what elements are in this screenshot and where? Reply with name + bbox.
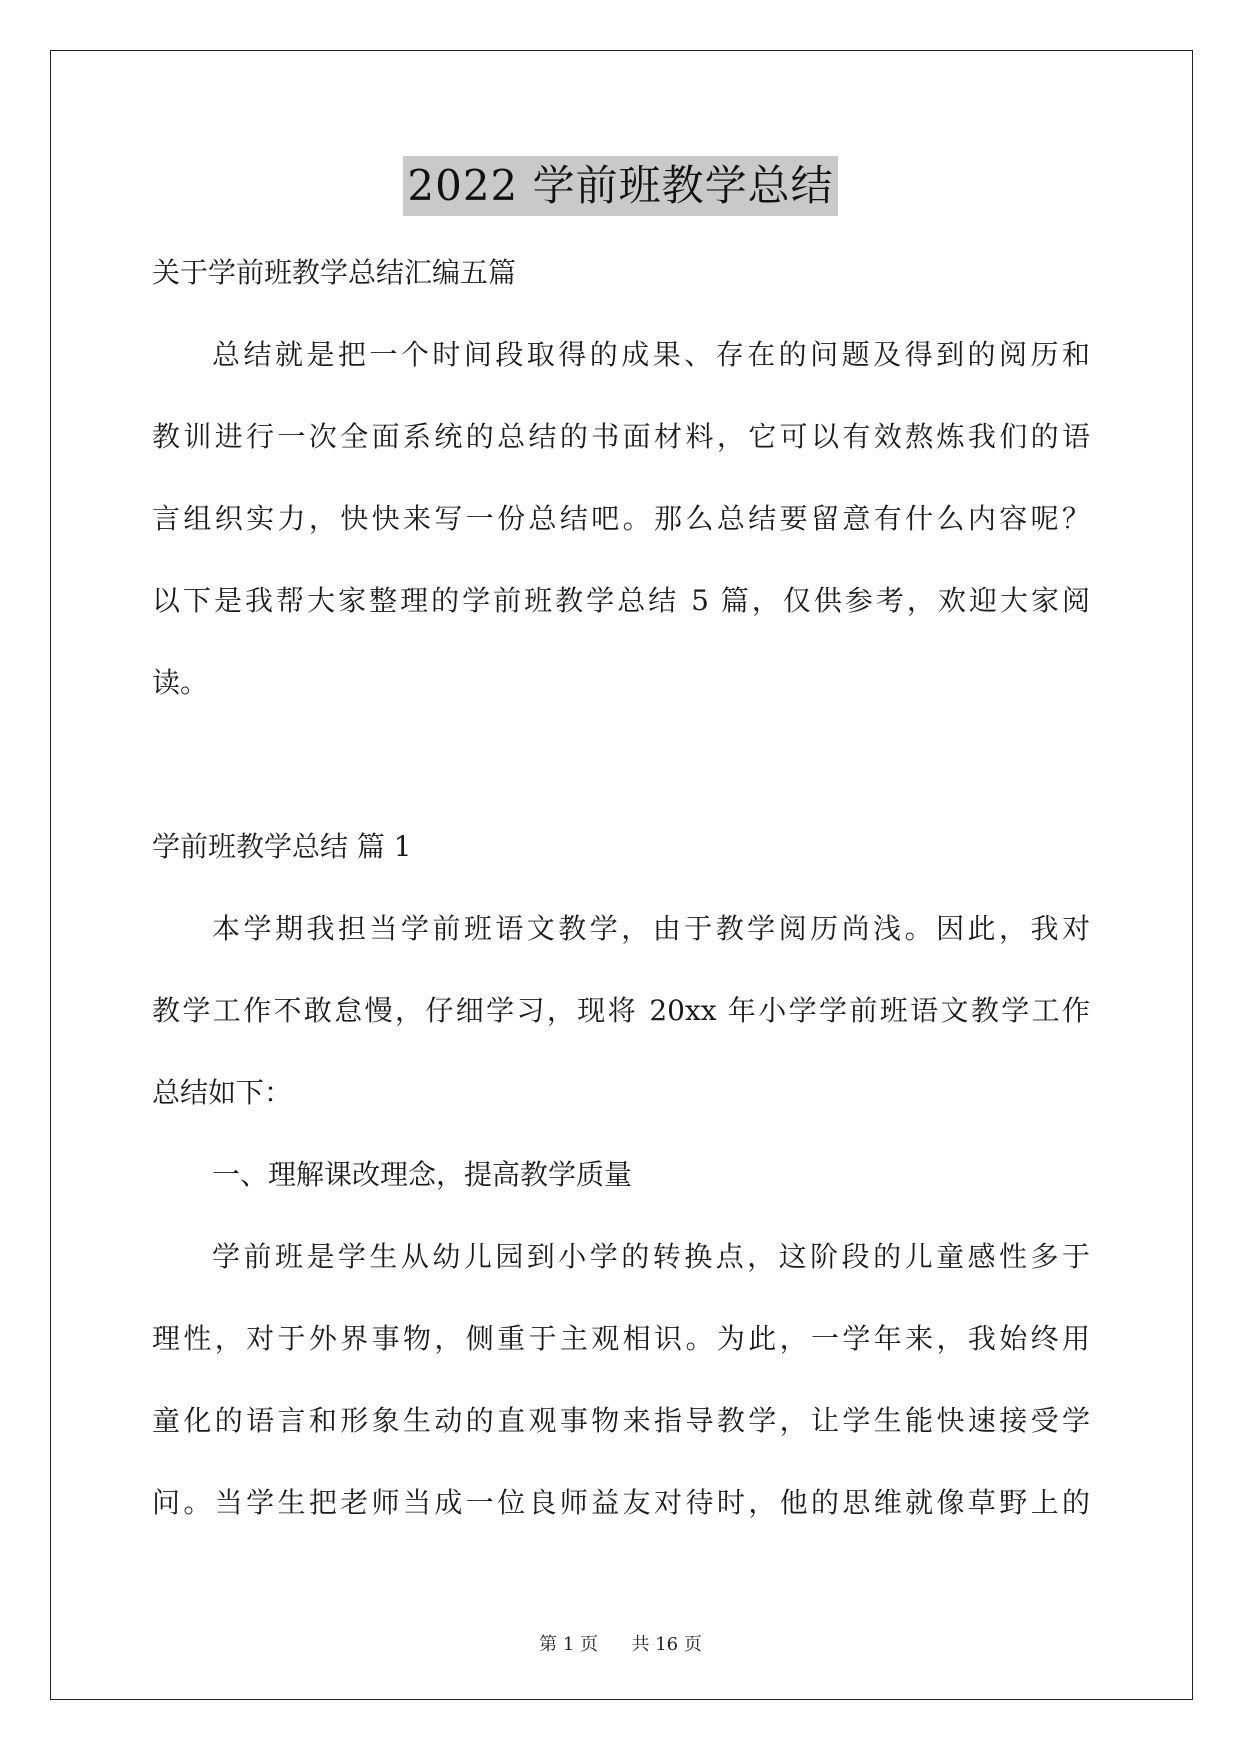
text-line: 总结如下：: [152, 1076, 293, 1109]
title-container: [0, 156, 1241, 216]
text-line: 言组织实力，快快来写一份总结吧。那么总结要留意有什么内容呢？: [152, 502, 1090, 535]
text-line: 学前班教学总结 篇 1: [152, 830, 412, 863]
text-line: 一、理解课改理念，提高教学质量: [212, 1158, 633, 1191]
document-body: [152, 232, 1090, 1544]
text-line: 教训进行一次全面系统的总结的书面材料，它可以有效熬炼我们的语: [152, 420, 1090, 453]
text-line: 理性，对于外界事物，侧重于主观相识。为此，一学年来，我始终用: [152, 1322, 1090, 1355]
page-total: 共 16 页: [631, 1634, 702, 1655]
blank-line: [152, 724, 1090, 806]
text-line: 以下是我帮大家整理的学前班教学总结 5 篇，仅供参考，欢迎大家阅: [152, 584, 1090, 617]
text-line: 童化的语言和形象生动的直观事物来指导教学，让学生能快速接受学: [152, 1404, 1090, 1437]
text-line: 总结就是把一个时间段取得的成果、存在的问题及得到的阅历和: [212, 338, 1090, 371]
text-line: 问。当学生把老师当成一位良师益友对待时，他的思维就像草野上的: [152, 1486, 1090, 1519]
text-line: 本学期我担当学前班语文教学，由于教学阅历尚浅。因此，我对: [212, 912, 1090, 945]
document-title: 2022 学前班教学总结: [403, 156, 837, 216]
text-line: 学前班是学生从幼儿园到小学的转换点，这阶段的儿童感性多于: [212, 1240, 1090, 1273]
text-line: 读。: [152, 666, 209, 699]
page-footer: [0, 1630, 1241, 1656]
page-number: 第 1 页: [539, 1634, 599, 1655]
text-line: 教学工作不敢怠慢，仔细学习，现将 20xx 年小学学前班语文教学工作: [152, 994, 1090, 1027]
text-line: 关于学前班教学总结汇编五篇: [152, 256, 517, 289]
